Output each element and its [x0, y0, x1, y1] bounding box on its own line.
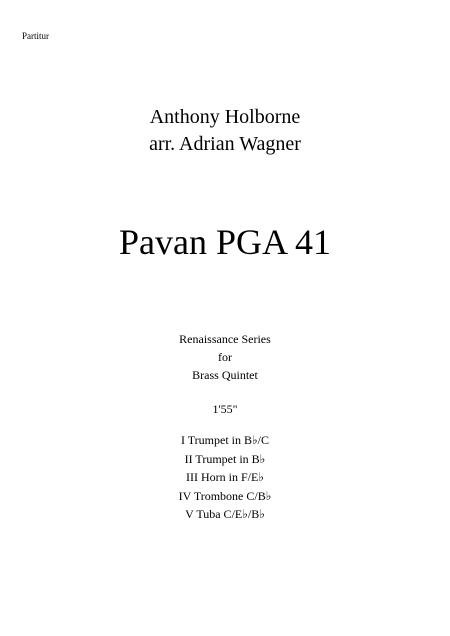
score-type-label: Partitur — [22, 31, 49, 41]
ensemble-name: Brass Quintet — [192, 368, 258, 382]
piece-title: Pavan PGA 41 — [118, 222, 331, 262]
duration: 1'55" — [212, 402, 238, 416]
composer-block — [0, 104, 450, 158]
series-info — [0, 330, 450, 384]
arranger-name: arr. Adrian Wagner — [149, 133, 301, 155]
instrument-item: II Trumpet in B♭ — [184, 451, 266, 466]
instrument-item: IV Trombone C/B♭ — [178, 488, 272, 503]
series-name: Renaissance Series — [179, 332, 271, 346]
instrument-list — [0, 431, 450, 524]
instrument-item: I Trumpet in B♭/C — [180, 433, 269, 447]
instrument-item: V Tuba C/E♭/B♭ — [185, 507, 265, 521]
instrument-item: III Horn in F/E♭ — [186, 470, 264, 484]
series-for: for — [218, 350, 232, 364]
composer-name: Anthony Holborne — [149, 106, 301, 128]
